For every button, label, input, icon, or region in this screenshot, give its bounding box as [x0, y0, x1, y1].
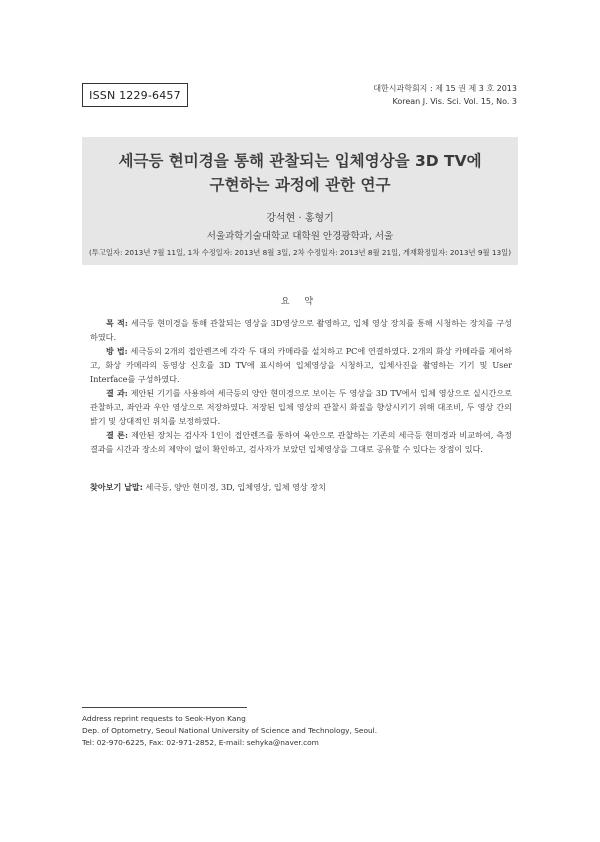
paper-title — [82, 149, 518, 197]
footnote-line-2: Dep. of Optometry, Seoul National University of Science and Technology, Seoul. — [82, 726, 378, 735]
section-text: 세극등의 2개의 접안렌즈에 각각 두 대의 카메라를 설치하고 PC에 연결하였다. 2개의 화상 카메라를 제어하고, 화상 카메라의 동영상 신호를 3D TV에 표시하여 입체영상을 시청하고, 입체사진을 촬영하는 기기 및 User Interface를 구성하였다. — [90, 346, 513, 384]
footnote — [82, 713, 522, 749]
abstract-conclusion — [90, 428, 512, 456]
section-text: 제안된 장치는 검사자 1인이 접안렌즈를 통하여 육안으로 관찰하는 기존의 세극등 현미경과 비교하여, 측정 결과를 시간과 장소의 제약이 없이 확인하고, 검사자가 보았던 입체영상을 그대로 공유할 수 있다는 장점이 있다. — [90, 430, 512, 454]
footnote-divider — [82, 707, 247, 708]
issn-text: ISSN 1229-6457 — [89, 88, 181, 102]
authors: 강석현 · 홍형기 — [266, 213, 334, 224]
journal-english: Korean J. Vis. Sci. Vol. 15, No. 3 — [392, 97, 517, 106]
title-line-1: 세극등 현미경을 통해 관찰되는 입체영상을 3D TV에 — [118, 152, 482, 170]
abstract-body — [90, 316, 512, 456]
section-label: 결 과: — [106, 388, 128, 398]
keywords-text: 세극등, 양안 현미경, 3D, 입체영상, 입체 영상 장치 — [145, 482, 326, 492]
journal-korean: 대한시과학회지 : 제 15 권 제 3 호 2013 — [373, 84, 517, 93]
section-label: 방 법: — [106, 346, 128, 356]
title-block — [82, 137, 518, 265]
abstract-purpose — [90, 316, 512, 344]
section-text: 세극등 현미경을 통해 관찰되는 영상을 3D영상으로 촬영하고, 입체 영상 장치를 통해 시청하는 장치를 구성하였다. — [90, 318, 512, 342]
section-text: 제안된 기기를 사용하여 세극등의 양안 현미경으로 보이는 두 영상을 3D TV에서 입체 영상으로 실시간으로 관찰하고, 좌안과 우안 영상으로 저장하였다. 저장된 입체 영상의 관찰시 화질을 향상시키기 위해 대조비, 두 영상 간의 밝기 및 상대적인 위치를 보정하였다. — [90, 388, 512, 426]
issn-box — [82, 83, 188, 107]
title-line-2: 구현하는 과정에 관한 연구 — [209, 176, 391, 194]
footnote-line-3: Tel: 02-970-6225, Fax: 02-971-2852, E-mail: sehyka@naver.com — [82, 738, 319, 747]
abstract-methods — [90, 344, 512, 386]
section-label: 목 적: — [106, 318, 128, 328]
submission-dates: (투고일자: 2013년 7월 11일, 1차 수정일자: 2013년 8월 3일, 2차 수정일자: 2013년 8월 21일, 게재확정일자: 2013년 9월 13일) — [88, 248, 512, 257]
keywords — [90, 482, 520, 493]
abstract-heading: 요 약 — [280, 297, 320, 307]
journal-info — [373, 82, 517, 108]
abstract-results — [90, 386, 512, 428]
section-label: 결 론: — [106, 430, 128, 440]
keywords-label: 찾아보기 낱말: — [90, 482, 143, 492]
affiliation: 서울과학기술대학교 대학원 안경광학과, 서울 — [206, 231, 394, 242]
footnote-line-1: Address reprint requests to Seok-Hyon Kang — [82, 714, 246, 723]
